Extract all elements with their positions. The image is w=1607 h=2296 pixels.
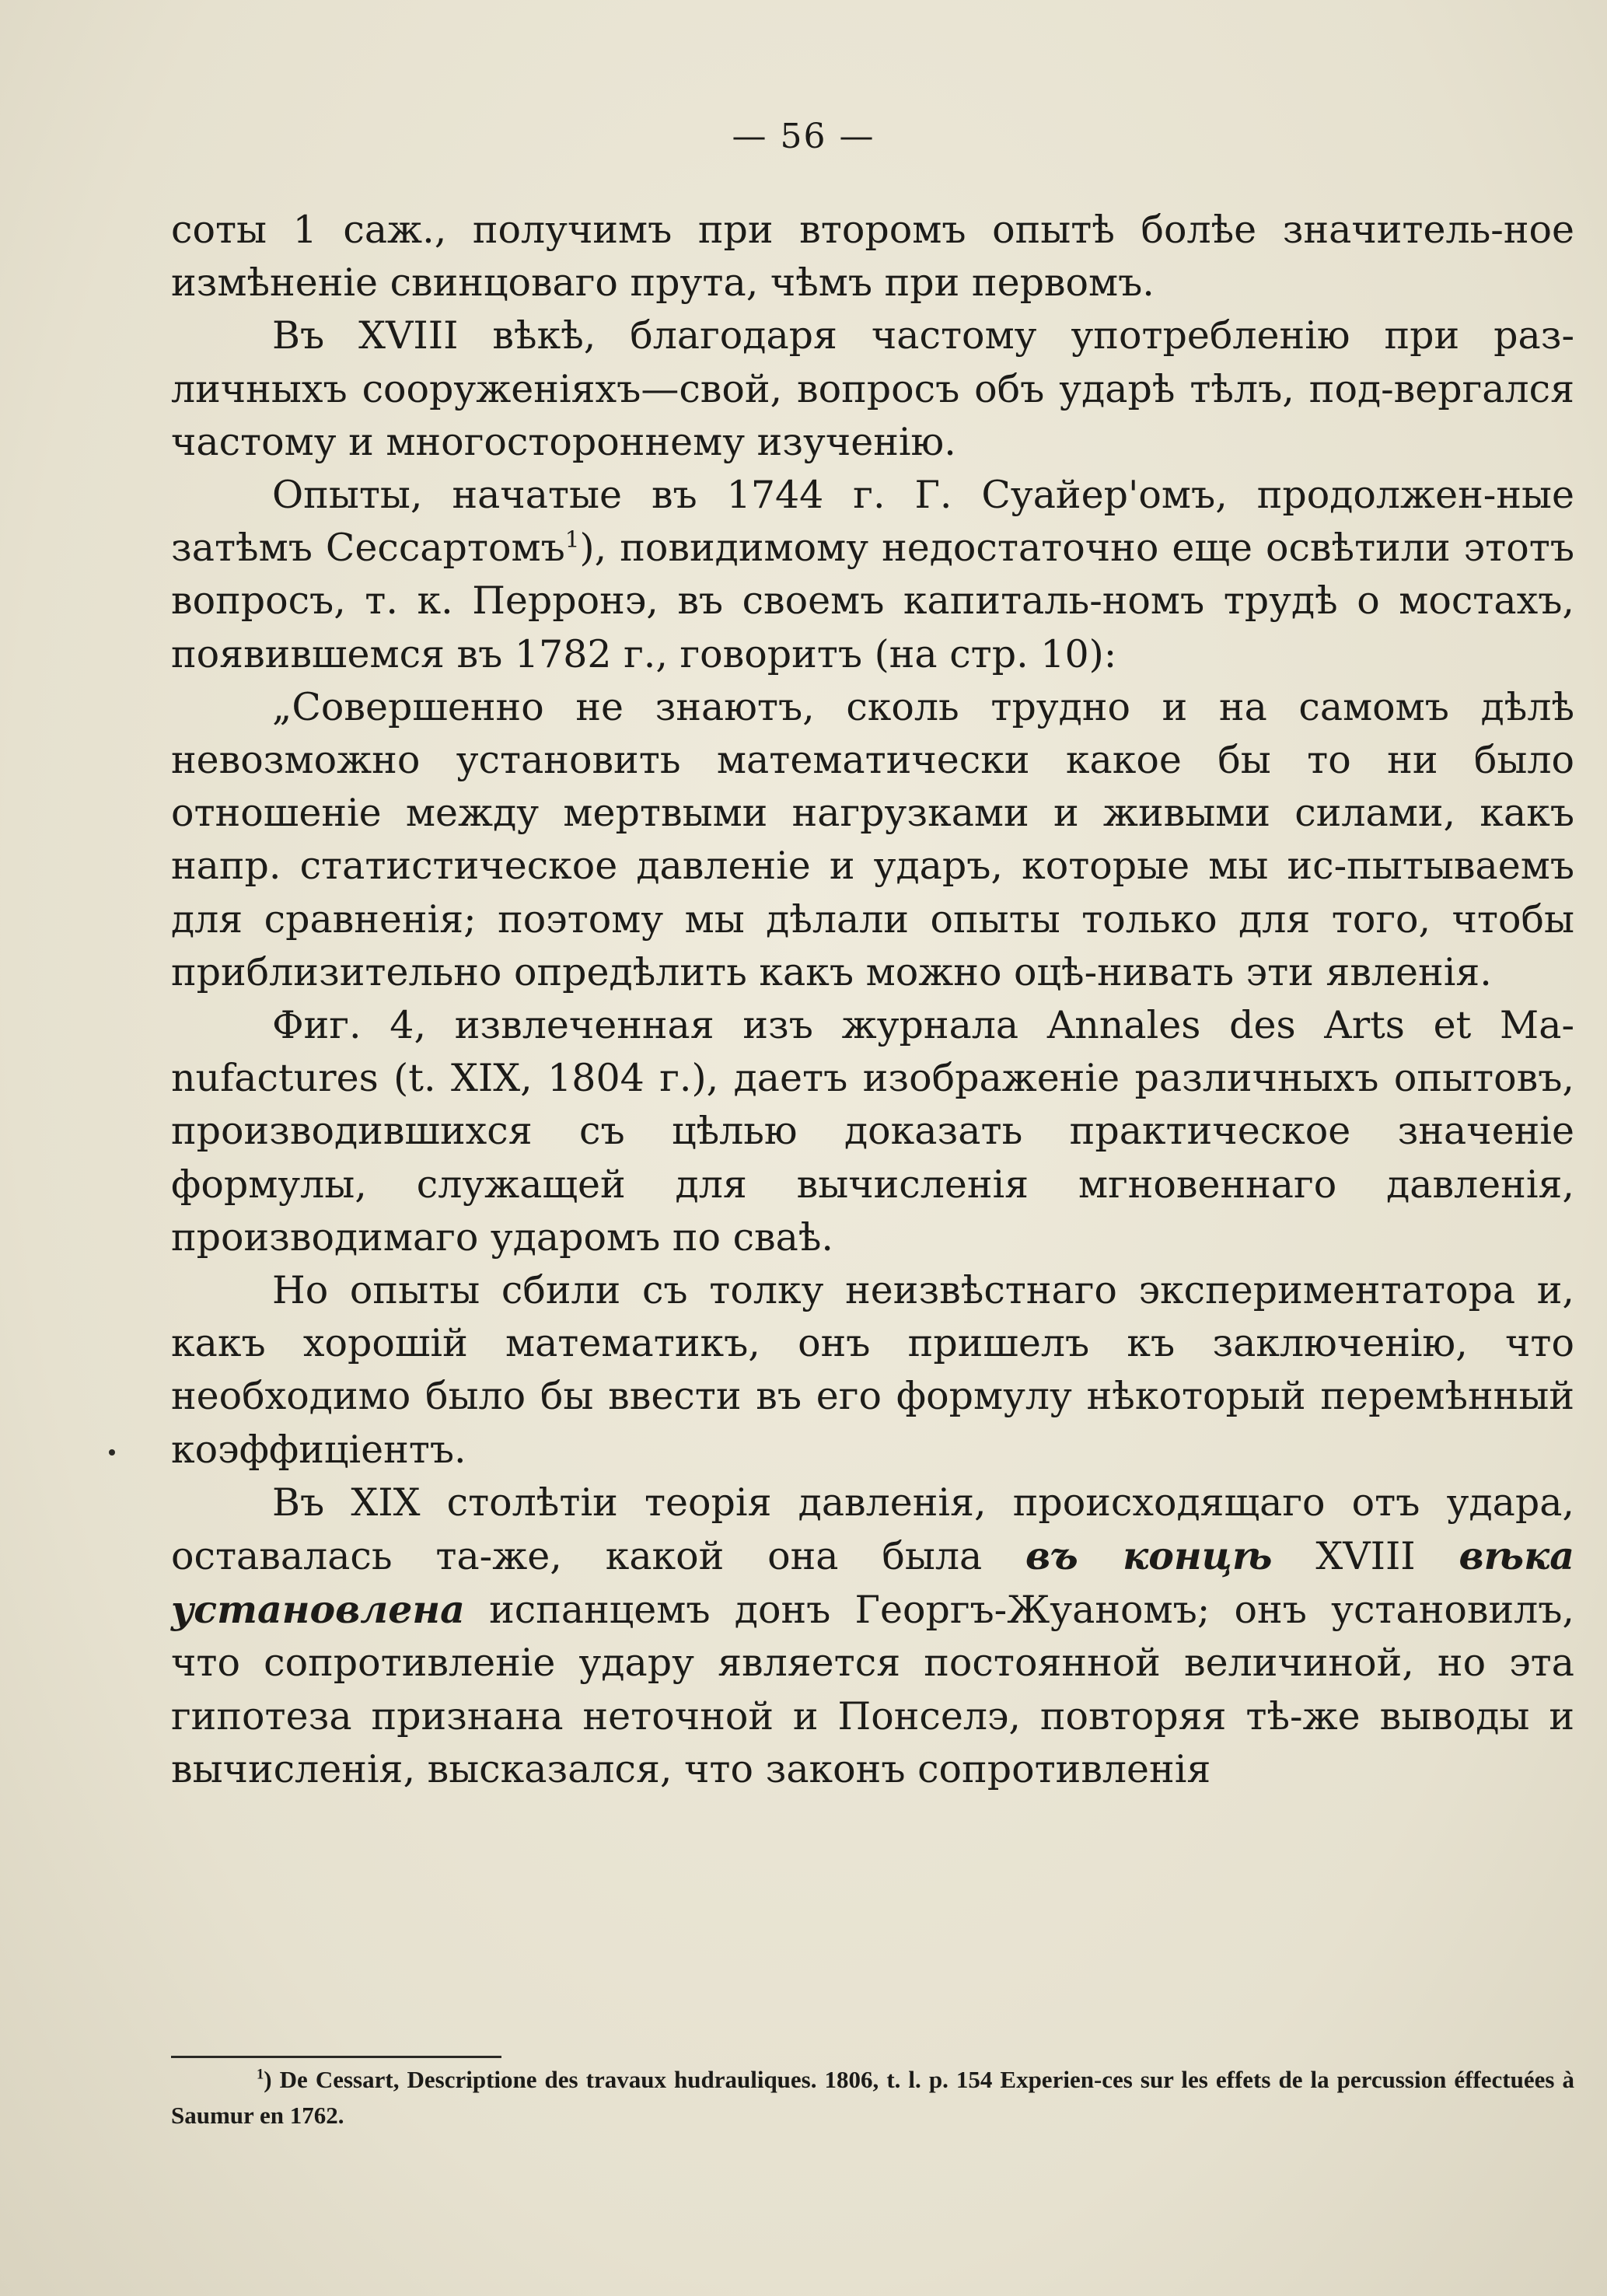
italic-phrase-2: вѣка установлена [171,1533,1575,1633]
paragraph-2: Въ XVIII вѣкѣ, благодаря частому употребленію при раз-личныхъ сооруженіяхъ—свой, вопросъ объ ударѣ тѣлъ, под-вергался частому и многостороннему изученію. [171,313,1574,464]
paragraph-7-part-2: испанцемъ донъ Георгъ-Жуаномъ; онъ установилъ, что сопротивленіе удару является постоянной величиной, но эта гипотеза признана неточной и Понселэ, повторяя тѣ-же выводы и вычисленія, высказался, что законъ сопротивленія [171,1588,1574,1791]
paragraph-3-part-2: ), повидимому недостаточно еще освѣтили этотъ вопросъ, т. к. Перронэ, въ своемъ капиталь-номъ трудѣ о мостахъ, появившемся въ 1782 г., говоритъ (на стр. 10): [171,526,1575,676]
paragraph-7 [171,1476,1574,1796]
footnote-text: De Cessart, Descriptione des travaux hudrauliques. 1806, t. l. p. 154 Experien-ces sur les effets de la percussion éffectuées à Saumur en 1762. [171,2066,1574,2129]
footnote-marker: 1 [257,2066,264,2083]
ink-speck [109,1449,115,1456]
paragraph-quote: „Совершенно не знаютъ, сколь трудно и на самомъ дѣлѣ невозможно установить математически какое бы то ни было отношеніе между мертвыми нагрузками и живыми силами, какъ напр. статистическое давленіе и ударъ, которые мы ис-пытываемъ для сравненія; поэтому мы дѣлали опыты только для того, чтобы приблизительно опредѣлить какъ можно оцѣ-нивать эти явленія. [171,684,1574,994]
italic-phrase-1: въ концѣ [1025,1533,1273,1579]
footnote: $^1$) De Cessart, Descriptione des travaux hudrauliques. 1806, t. l. p. 154 Experien-ces sur les effets de la percussion éffectuées à Saumur en 1762. [171,2066,1574,2129]
century-numeral: XVIII [1315,1534,1416,1579]
paragraph-7-part-1: Въ XIX столѣтіи теорія давленія, происходящаго отъ удара, оставалась та-же, какой она была [171,1480,1574,1579]
page-number: — 56 — [732,117,875,156]
footnote-divider [171,2056,501,2058]
paragraph-3 [171,469,1574,681]
footnote-ref: 1 [564,526,580,553]
paragraph-1: соты 1 саж., получимъ при второмъ опытѣ болѣе значитель-ное измѣненіе свинцоваго прута, чѣмъ при первомъ. [171,208,1574,306]
paragraph-3-part-1: Опыты, начатые въ 1744 г. Г. Суайер'омъ, продолжен-ные затѣмъ Сессартомъ [171,473,1574,571]
paragraph-5: Фиг. 4, извлеченная изъ журнала Annales des Arts et Ma-nufactures (t. XIX, 1804 г.), даетъ изображеніе различныхъ опытовъ, производившихся съ цѣлью доказать практическое значеніе формулы, служащей для вычисленія мгновеннаго давленія, производимаго ударомъ по сваѣ. [171,1003,1574,1260]
body-text [171,204,1574,1796]
paragraph-6: Но опыты сбили съ толку неизвѣстнаго экспериментатора и, какъ хорошій математикъ, онъ пришелъ къ заключенію, что необходимо было бы ввести въ его формулу нѣкоторый перемѣнный коэффиціентъ. [171,1268,1574,1472]
